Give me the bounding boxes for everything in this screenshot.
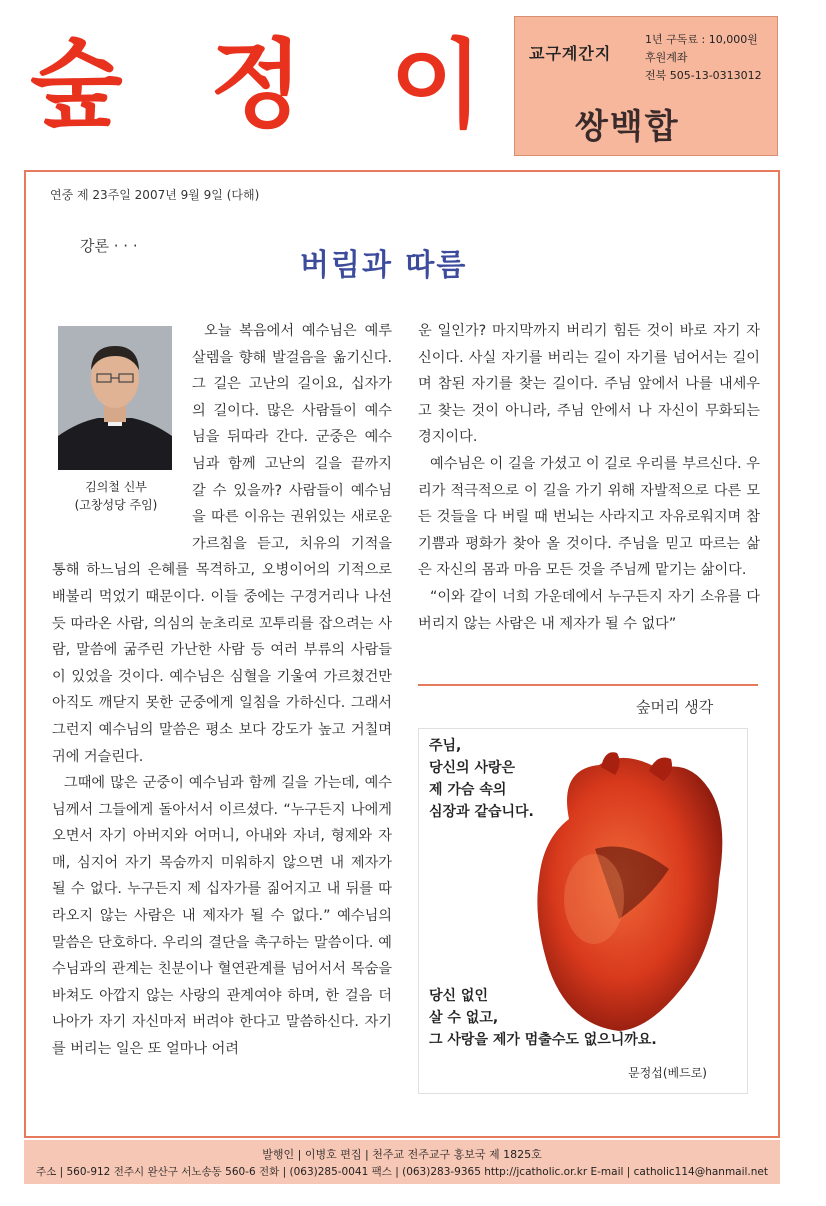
column-heading: 숲머리 생각: [636, 698, 714, 716]
poem-author: 문정섭(베드로): [628, 1066, 707, 1080]
poem-line: 제 가슴 속의: [429, 782, 507, 798]
subscription-info-box: [514, 16, 778, 156]
body-column-right: [418, 318, 760, 637]
body-paragraph: 그때에 많은 군중이 예수님과 함께 길을 가는데, 예수님께서 그들에게 돌아서서 이르셨다. “누구든지 나에게 오면서 자기 아버지와 어머니, 아내와 자녀, 형제와 자매, 심지어 자기 목숨까지 미워하지 않으면 내 제자가 될 수 없다. 누구든지 제 십자가를 짊어지고 내 뒤를 따라오지 않는 사람은 내 제자가 될 수 없다.” 예수님의 말씀은 단호하다. 우리의 결단을 촉구하는 말씀이다. 예수님과의 관계는 친분이나 혈연관계를 넘어서서 목숨을 바쳐도 아깝지 않는 사랑의 관계여야 하며, 한 걸음 더 나아가 자기 자신마저 버려야 한다고 말씀하신다. 자기를 버리는 일은 또 얼마나 어려: [52, 775, 392, 1058]
masthead-logo: [30, 20, 500, 150]
poem-line: 주님,: [429, 738, 462, 754]
body-paragraph: 운 일인가? 마지막까지 버리기 힘든 것이 바로 자기 자신이다. 사실 자기를 버리는 길이 자기를 넘어서는 길이며 참된 자기를 찾는 길이다. 주님 앞에서 나를 내세우고 찾는 것이 아니라, 주님 안에서 나 자신이 무화되는 경지이다.: [418, 323, 760, 446]
author-affiliation: (고창성당 주임): [74, 498, 158, 512]
masthead-char-2: 정: [210, 28, 303, 141]
contact-line: 주소 | 560-912 전주시 완산구 서노송동 560-6 전화 | (063)285-0041 팩스 | (063)283-9365 http://jcatholic.or.kr E-mail | catholic114@hanmail.net: [35, 1166, 769, 1178]
dateline: 연중 제 23주일 2007년 9월 9일 (다해): [50, 188, 260, 202]
publisher-line: 발행인 | 이병호 편집 | 천주교 전주교구 홍보국 제 1825호: [262, 1148, 542, 1161]
poem-illustration-box: [418, 728, 748, 1094]
body-paragraph: 예수님은 이 길을 가셨고 이 길로 우리를 부르신다. 우리가 적극적으로 이 길을 가기 위해 자발적으로 다른 모든 것들을 다 버릴 때 번뇌는 사라지고 자유로워지며 참 기쁨과 평화가 찾아 올 것이다. 주님을 믿고 따르는 삶은 자신의 몸과 마음 모든 것을 주님께 맡기는 삶이다.: [418, 455, 760, 579]
subscription-fee: 1년 구독료 : 10,000원: [645, 33, 758, 46]
ssangbaekhap-signature: 쌍백합: [575, 107, 680, 147]
poem-line: 살 수 없고,: [429, 1010, 499, 1026]
body-paragraph: 오늘 복음에서 예수님은 예루살렘을 향해 발걸음을 옮기신다. 그 길은 고난의 길이요, 십자가의 길이다. 많은 사람들이 예수님을 뒤따라 간다. 군중은 예수님과 함께 고난의 길을 끝까지 갈 수 있을까? 사람들이 예수님을 따른 이유는 권위있는 새로운 가르침을 듣고, 치유의 기적을 통해 하느님의 은혜를 목격하고, 오병이어의 기적으로 배불리 먹었기 때문이다. 이들 중에는 구경거리나 나선듯 따라온 사람, 의심의 눈초리로 꼬투리를 잡으려는 사람, 말씀에 굶주린 가난한 사람 등 여러 부류의 사람들이 있었을 것이다. 예수님은 심혈을 기울여 가르쳤건만 아직도 깨닫지 못한 군중에게 일침을 가하신다. 그래서 그런지 예수님의 말씀은 평소 보다 강도가 높고 거칠며 귀에 거슬린다.: [52, 323, 392, 765]
scripture-quote: “이와 같이 너희 가운데에서 누구든지 자기 소유를 다 버리지 않는 사람은 내 제자가 될 수 없다”: [418, 588, 760, 632]
donation-account-number: 전북 505-13-0313012: [645, 69, 762, 82]
poem-line: 그 사랑을 제가 멈출수도 없으니까요.: [429, 1032, 657, 1048]
poem-line: 심장과 같습니다.: [429, 804, 534, 820]
poem-line: 당신 없인: [429, 988, 488, 1004]
homily-title: 버림과 따름: [300, 248, 468, 283]
section-label: 강론 · · ·: [80, 237, 138, 255]
publication-type-label: 교구계간지: [529, 44, 612, 63]
publisher-footer: [24, 1140, 780, 1184]
donation-account-label: 후원계좌: [645, 51, 688, 64]
author-name: 김의철 신부: [85, 480, 147, 494]
divider: [418, 684, 758, 686]
poem-line: 당신의 사랑은: [429, 760, 516, 776]
masthead-char-3: 이: [390, 28, 483, 141]
body-column-left: [52, 318, 392, 1063]
masthead-char-1: 숲: [30, 28, 123, 141]
